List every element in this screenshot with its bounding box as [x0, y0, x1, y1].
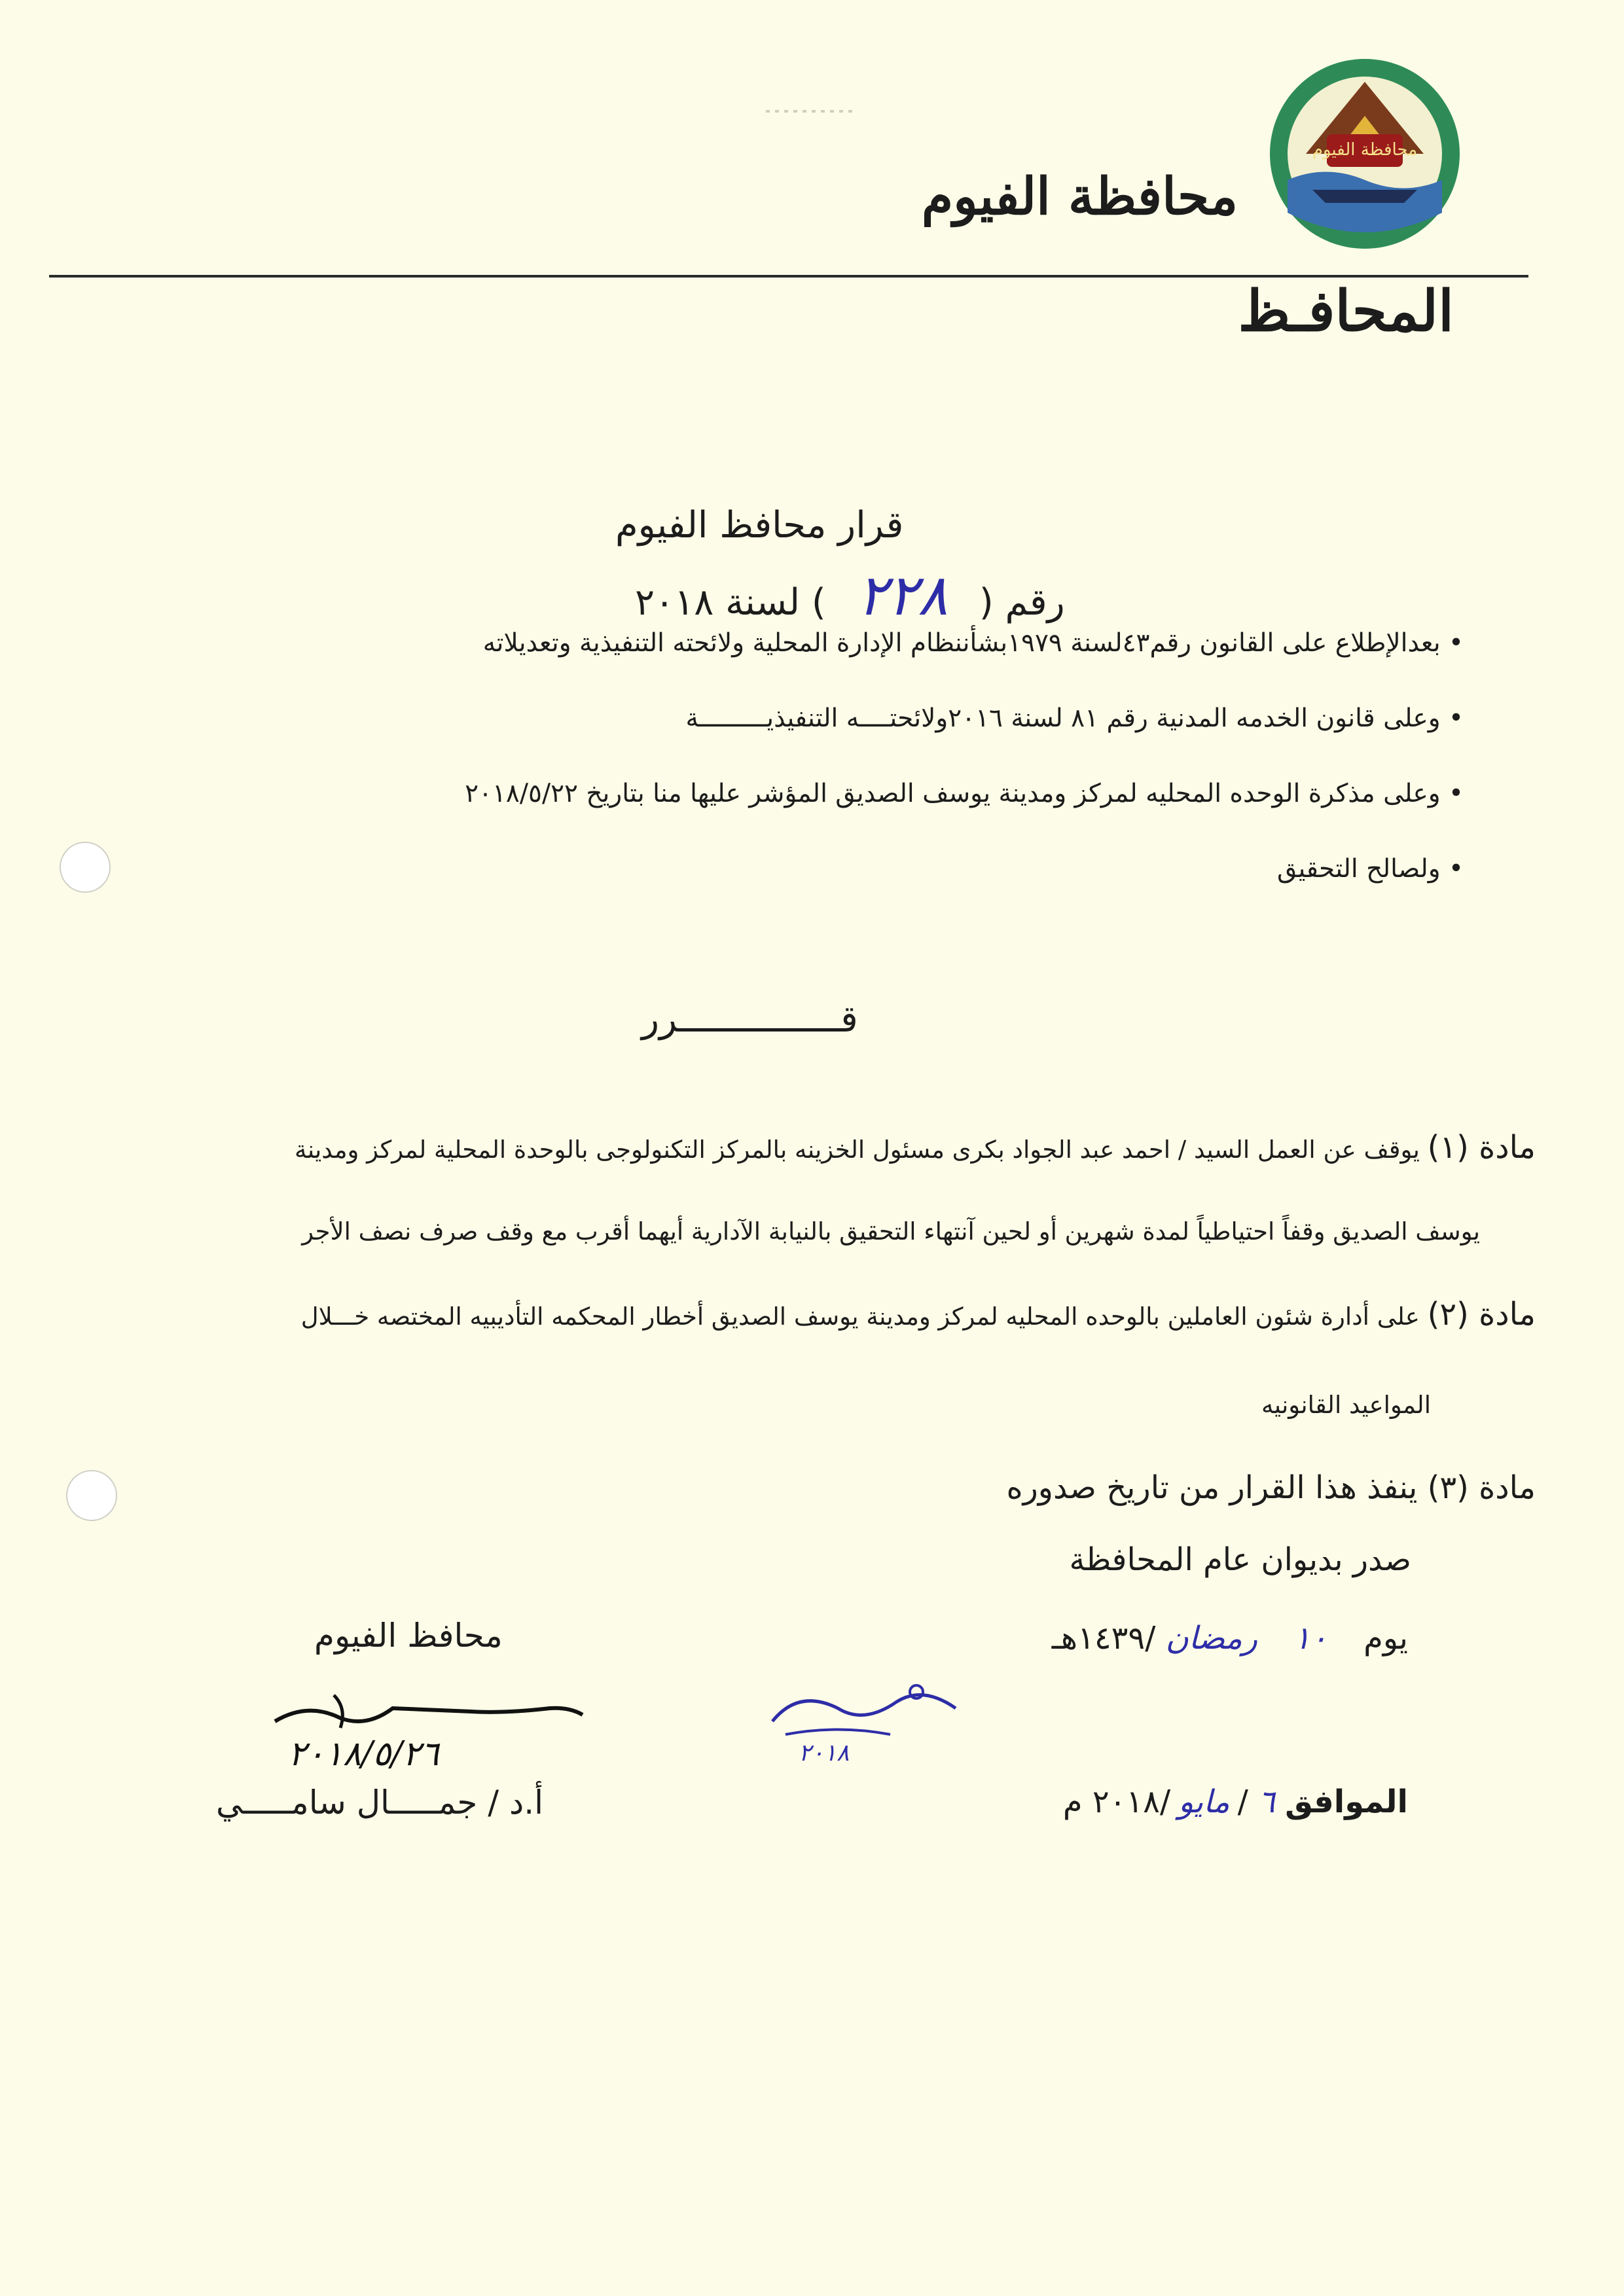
preamble-item: • وعلى مذكرة الوحده المحليه لمركز ومدينة يوسف الصديق المؤشر عليها منا بتاريخ ٢٠١٨/٥/٢٢	[465, 779, 1464, 808]
punch-hole-icon	[56, 838, 115, 897]
handwritten-initials-icon	[759, 1662, 995, 1767]
governorate-name: محافظة الفيوم	[921, 167, 1238, 226]
decision-number-prefix: رقم (	[979, 581, 1065, 624]
faint-stamp-mark-icon	[759, 98, 864, 124]
fayoum-emblem-icon	[1267, 56, 1463, 252]
decree-heading: قـــــــــــــــرر	[641, 998, 858, 1041]
article-1-line-1	[295, 1129, 1536, 1166]
gregorian-day-handwritten: ٦	[1258, 1784, 1275, 1820]
decision-title: قرار محافظ الفيوم	[615, 504, 904, 547]
preamble-item: • ولصالح التحقيق	[1277, 854, 1464, 884]
governor-printed-name: أ.د / جمـــــال سامـــــي	[216, 1784, 544, 1821]
article-3: مادة (٣) ينفذ هذا القرار من تاريخ صدوره	[1006, 1469, 1536, 1506]
initials-year: ٢٠١٨	[799, 1740, 850, 1767]
governor-signature-icon	[255, 1689, 596, 1741]
article-2-text: على أدارة شئون العاملين بالوحده المحليه لمركز ومدينة يوسف الصديق أخطار المحكمه التأديبيه المختصه خـــلال	[300, 1302, 1420, 1331]
hijri-day-handwritten: ١٠	[1293, 1620, 1327, 1657]
hijri-date-label: يوم	[1363, 1620, 1408, 1657]
gregorian-date: الموافق ٦ /مايو/٢٠١٨ م	[1062, 1784, 1408, 1820]
article-2-line-2: المواعيد القانونيه	[1261, 1391, 1431, 1419]
signature-date-handwritten: ٢٠١٨/٥/٢٦	[288, 1734, 439, 1774]
decision-number-handwritten: ٢٢٨	[857, 563, 948, 628]
hijri-date: يوم ١٠ رمضان /١٤٣٩هـ	[1051, 1620, 1408, 1657]
preamble-item: • بعدالإطلاع على القانون رقم٤٣لسنة ١٩٧٩بشأننظام الإدارة المحلية ولائحته التنفيذية وتعديلاته	[482, 628, 1464, 658]
article-1-text: يوقف عن العمل السيد / احمد عبد الجواد بكرى مسئول الخزينه بالمركز التكنولوجى بالوحدة المحلية لمركز ومدينة	[295, 1136, 1420, 1164]
issued-statement: صدر بديوان عام المحافظة	[1069, 1541, 1411, 1578]
gregorian-year: ٢٠١٨ م	[1062, 1784, 1160, 1820]
governor-title: محافظ الفيوم	[314, 1617, 503, 1655]
gregorian-month-handwritten: مايو	[1178, 1784, 1230, 1820]
svg-text:محافظة الفيوم: محافظة الفيوم	[1312, 140, 1418, 160]
article-1-line-2: يوسف الصديق وقفاً احتياطياً لمدة شهرين أو لحين آنتهاء التحقيق بالنيابة الآدارية أيهما أقرب مع وقف صرف نصف الأجر	[302, 1217, 1480, 1246]
decision-number-line	[635, 563, 1065, 628]
article-2-line-1	[301, 1296, 1536, 1333]
preamble-item: • وعلى قانون الخدمه المدنية رقم ٨١ لسنة ٢٠١٦ولائحتــــه التنفيذيـــــــــة	[685, 704, 1464, 733]
hijri-year: ١٤٣٩هـ	[1051, 1620, 1146, 1657]
header-divider	[49, 275, 1528, 278]
punch-hole-icon	[62, 1466, 121, 1525]
office-title: المحافـظ	[1238, 278, 1454, 344]
article-1-label: مادة (١)	[1427, 1129, 1536, 1166]
decision-number-suffix: ) لسنة ٢٠١٨	[635, 581, 826, 624]
hijri-month-handwritten: رمضان	[1165, 1620, 1258, 1657]
article-2-label: مادة (٢)	[1427, 1296, 1536, 1333]
gregorian-date-label: الموافق	[1285, 1784, 1408, 1820]
